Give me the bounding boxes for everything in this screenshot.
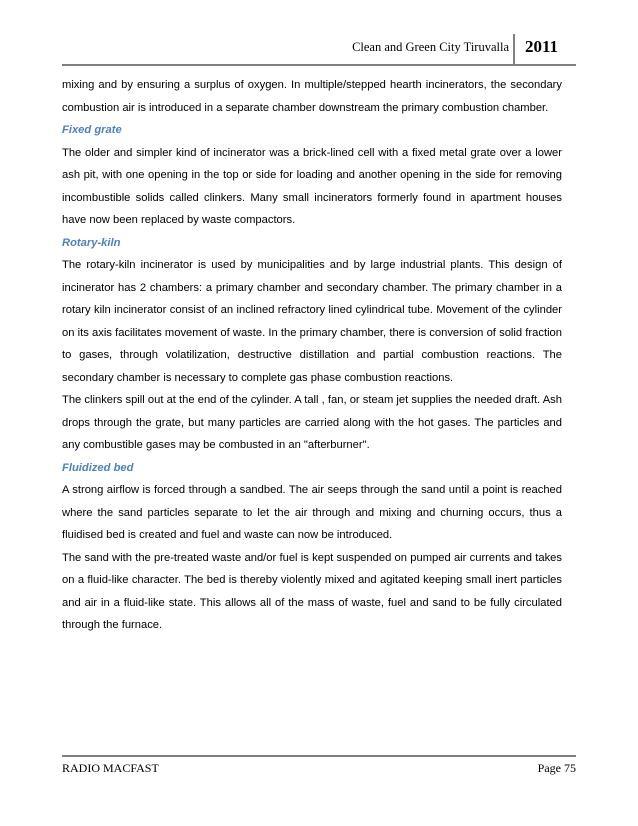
header-separator bbox=[513, 34, 515, 64]
footer-page-number: Page 75 bbox=[537, 761, 576, 775]
page-content bbox=[62, 74, 562, 637]
header-year: 2011 bbox=[524, 37, 558, 56]
heading-rotary-kiln: Rotary-kiln bbox=[62, 236, 121, 249]
footer-publisher: RADIO MACFAST bbox=[62, 761, 159, 775]
rotary-kiln-paragraph-2: The clinkers spill out at the end of the cylinder. A tall , fan, or steam jet supplies the needed draft. Ash drops through the grate, but many particles are carried along with the hot gases. The particles and any combustible gases may be combusted in an "afterburner". bbox=[62, 394, 562, 451]
footer-rule bbox=[62, 755, 576, 757]
intro-paragraph: mixing and by ensuring a surplus of oxygen. In multiple/stepped hearth incinerators, the secondary combustion air is introduced in a separate chamber downstream the primary combustion chamber. bbox=[62, 79, 562, 114]
header-rule bbox=[62, 64, 576, 66]
fixed-grate-paragraph: The older and simpler kind of incinerator was a brick-lined cell with a fixed metal grate over a lower ash pit, with one opening in the top or side for loading and another opening in the side for removing incombustible solids called clinkers. Many small incinerators formerly found in apartment houses have now been replaced by waste compactors. bbox=[62, 146, 562, 226]
header-title: Clean and Green City Tiruvalla bbox=[352, 40, 509, 54]
heading-fluidized-bed: Fluidized bed bbox=[62, 461, 134, 474]
page-header bbox=[62, 34, 576, 66]
fluidized-bed-paragraph-2: The sand with the pre-treated waste and/or fuel is kept suspended on pumped air currents and takes on a fluid-like character. The bed is thereby violently mixed and agitated keeping small inert particles and air in a fluid-like state. This allows all of the mass of waste, fuel and sand to be fully circulated through the furnace. bbox=[62, 551, 562, 631]
rotary-kiln-paragraph-1: The rotary-kiln incinerator is used by municipalities and by large industrial plants. This design of incinerator has 2 chambers: a primary chamber and secondary chamber. The primary chamber in a rotary kiln incinerator consist of an inclined refractory lined cylindrical tube. Movement of the cylinder on its axis facilitates movement of waste. In the primary chamber, there is conversion of solid fraction to gases, through volatilization, destructive distillation and partial combustion reactions. The secondary chamber is necessary to complete gas phase combustion reactions. bbox=[62, 259, 562, 384]
heading-fixed-grate: Fixed grate bbox=[62, 124, 122, 136]
fluidized-bed-paragraph-1: A strong airflow is forced through a sandbed. The air seeps through the sand until a point is reached where the sand particles separate to let the air through and mixing and churning occurs, thus a fluidised bed is created and fuel and waste can now be introduced. bbox=[62, 484, 562, 541]
